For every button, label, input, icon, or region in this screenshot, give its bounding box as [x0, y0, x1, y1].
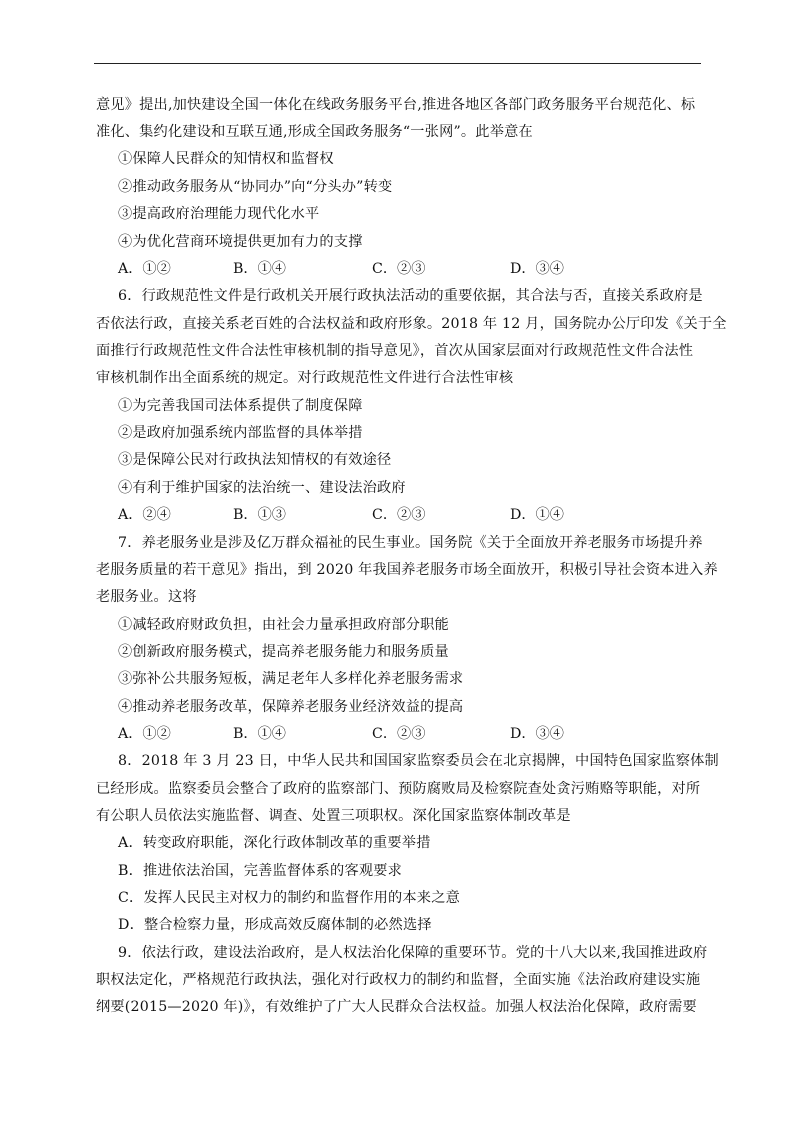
- q6-item: ④有利于维护国家的法治统一、建设法治政府: [118, 480, 406, 496]
- q6-choice-b: B．①③: [233, 507, 286, 523]
- q8-choice-d: D．整合检察力量，形成高效反腐体制的必然选择: [118, 917, 432, 933]
- q7-stem-line: 老服务质量的若干意见》指出，到 2020 年我国养老服务市场全面放开，积极引导社会资本进入养: [96, 562, 718, 578]
- q5-stem-line: 意见》提出,加快建设全国一体化在线政务服务平台,推进各地区各部门政务服务平台规范化、标: [96, 97, 696, 113]
- q7-choice-a: A．①②: [118, 726, 171, 742]
- q7-stem-line: 7．养老服务业是涉及亿万群众福祉的民生事业。国务院《关于全面放开养老服务市场提升养: [118, 535, 703, 551]
- q7-stem-line: 老服务业。这将: [96, 589, 197, 605]
- q8-choice-c: C．发挥人民民主对权力的制约和监督作用的本来之意: [118, 890, 460, 906]
- q5-item: ①保障人民群众的知情权和监督权: [118, 151, 334, 167]
- q6-choice-a: A．②④: [118, 507, 171, 523]
- q7-item: ④推动养老服务改革，保障养老服务业经济效益的提高: [118, 699, 464, 715]
- q5-choice-c: C．②③: [372, 261, 426, 277]
- q8-stem-line: 有公职人员依法实施监督、调查、处置三项职权。深化国家监察体制改革是: [96, 808, 571, 824]
- q8-choice-a: A．转变政府职能，深化行政体制改革的重要举措: [118, 835, 431, 851]
- q9-stem-line: 9．依法行政，建设法治政府，是人权法治化保障的重要环节。党的十八大以来,我国推进政府: [118, 945, 708, 961]
- q6-choice-d: D．①④: [510, 507, 564, 523]
- q8-choice-b: B．推进依法治国，完善监督体系的客观要求: [118, 863, 402, 879]
- q5-item: ③提高政府治理能力现代化水平: [118, 206, 320, 222]
- q6-stem-line: 审核机制作出全面系统的规定。对行政规范性文件进行合法性审核: [96, 370, 514, 386]
- header-rule: [94, 63, 701, 64]
- q5-choice-b: B．①④: [233, 261, 286, 277]
- q5-item: ②推动政务服务从“协同办”向“分头办”转变: [118, 179, 393, 195]
- q6-stem-line: 否依法行政，直接关系老百姓的合法权益和政府形象。2018 年 12 月，国务院办公厅印发《关于全: [96, 316, 727, 332]
- q7-choice-b: B．①④: [233, 726, 286, 742]
- q7-choice-d: D．③④: [510, 726, 564, 742]
- q9-stem-line: 纲要(2015—2020 年)》，有效维护了广大人民群众合法权益。加强人权法治化保障，政府需要: [96, 999, 697, 1015]
- q5-item: ④为优化营商环境提供更加有力的支撑: [118, 234, 363, 250]
- q7-item: ①减轻政府财政负担，由社会力量承担政府部分职能: [118, 617, 449, 633]
- q6-item: ②是政府加强系统内部监督的具体举措: [118, 425, 363, 441]
- q5-choice-d: D．③④: [510, 261, 564, 277]
- q7-item: ②创新政府服务模式，提高养老服务能力和服务质量: [118, 644, 449, 660]
- q6-choice-c: C．②③: [372, 507, 426, 523]
- q7-item: ③弥补公共服务短板，满足老年人多样化养老服务需求: [118, 671, 464, 687]
- q6-stem-line: 6．行政规范性文件是行政机关开展行政执法活动的重要依据，其合法与否，直接关系政府是: [118, 288, 703, 304]
- q8-stem-line: 已经形成。监察委员会整合了政府的监察部门、预防腐败局及检察院查处贪污贿赂等职能，对所: [96, 781, 701, 797]
- q7-choice-c: C．②③: [372, 726, 426, 742]
- q5-stem-line: 准化、集约化建设和互联互通,形成全国政务服务“一张网”。此举意在: [96, 124, 533, 140]
- q9-stem-line: 职权法定化，严格规范行政执法，强化对行政权力的制约和监督，全面实施《法治政府建设实施: [96, 972, 701, 988]
- q5-choice-a: A．①②: [118, 261, 171, 277]
- q6-item: ①为完善我国司法体系提供了制度保障: [118, 398, 363, 414]
- q8-stem-line: 8．2018 年 3 月 23 日，中华人民共和国国家监察委员会在北京揭牌，中国特色国家监察体制: [118, 753, 719, 769]
- q6-item: ③是保障公民对行政执法知情权的有效途径: [118, 452, 392, 468]
- q6-stem-line: 面推行行政规范性文件合法性审核机制的指导意见》，首次从国家层面对行政规范性文件合法性: [96, 343, 694, 359]
